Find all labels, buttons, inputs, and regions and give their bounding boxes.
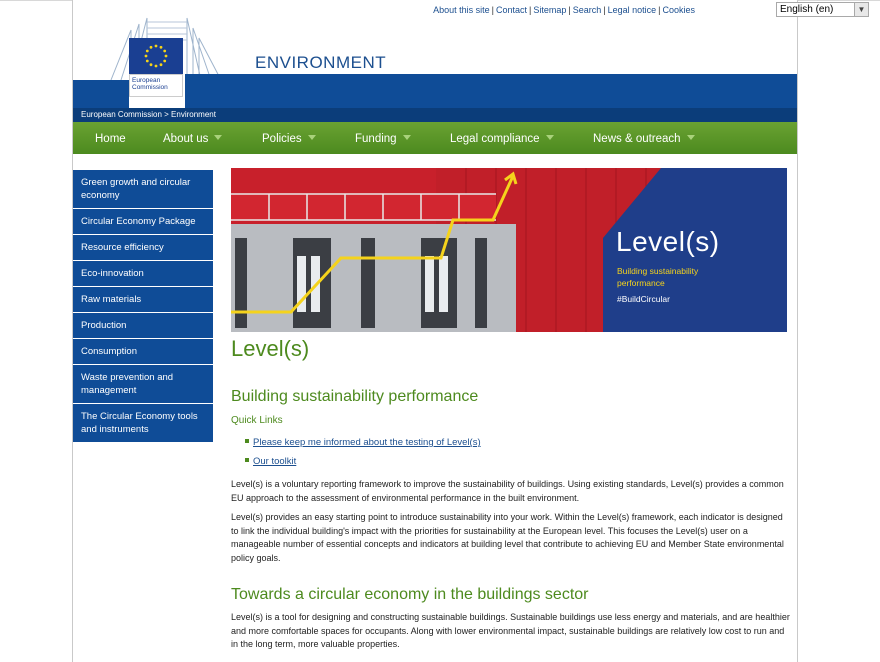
link-sitemap[interactable]: Sitemap — [533, 5, 567, 15]
link-legal-notice[interactable]: Legal notice — [607, 5, 657, 15]
chevron-down-icon: ▼ — [854, 3, 868, 16]
sidebar-item-production[interactable]: Production — [73, 313, 213, 339]
intro-paragraph: Level(s) is a voluntary reporting framework to improve the sustainability of buildings. Using existing standards, Level(s) provides a common EU approach to the assessment of environmental performance in the built environment. — [231, 479, 784, 503]
link-cookies[interactable]: Cookies — [662, 5, 695, 15]
page-title: Level(s) — [231, 336, 310, 361]
circular-economy-paragraph: Level(s) is a tool for designing and constructing sustainable buildings. Sustainable buildings use less energy and materials, and are healthier and more comfortable spaces for occupants. Along with lower environmental impact, sustainable buildings are relatively low cost to run and in the long term, more valuable properties. — [231, 612, 790, 649]
nav-home[interactable]: Home — [95, 133, 126, 145]
page-container — [72, 0, 866, 662]
nav-funding[interactable]: Funding — [355, 122, 411, 154]
sidebar-item-consumption[interactable]: Consumption — [73, 339, 213, 365]
section-circular-economy-title: Towards a circular economy in the buildings sector — [231, 586, 589, 603]
chevron-down-icon — [403, 135, 411, 140]
link-contact[interactable]: Contact — [495, 5, 527, 15]
chevron-down-icon — [546, 135, 554, 140]
language-value: English (en) — [780, 4, 834, 15]
sidebar-item-waste-prevention[interactable]: Waste prevention and management — [73, 365, 213, 404]
site-title: ENVIRONMENT — [255, 53, 387, 72]
link-search[interactable]: Search — [572, 5, 602, 15]
eu-flag-icon — [129, 38, 183, 74]
sidebar-item-raw-materials[interactable]: Raw materials — [73, 287, 213, 313]
framework-paragraph: Level(s) provides an easy starting point to introduce sustainability into your work. Within the Level(s) framework, each indicator is designed to link the individual building's impact with the priorities for sustainability at the European level. This focuses the Level(s) user on a manageable number of essential concepts and indicators at building level that contribute to achieving EU and Member State environmental policy goals. — [231, 512, 784, 563]
bullet-icon — [245, 458, 249, 462]
nav-legal-compliance[interactable]: Legal compliance — [450, 122, 554, 154]
breadcrumb[interactable]: European Commission > Environment — [73, 108, 797, 122]
hero-tagline: Building sustainability performance — [617, 266, 699, 288]
ec-logo-text: European Commission — [129, 74, 183, 97]
hero-hashtag: #BuildCircular — [617, 294, 670, 304]
header-band — [185, 74, 797, 108]
sidebar — [73, 170, 213, 443]
hero-banner — [231, 168, 787, 332]
quick-link-testing[interactable]: Please keep me informed about the testing of Level(s) — [245, 437, 481, 448]
nav-policies[interactable]: Policies — [262, 122, 316, 154]
sidebar-item-eco-innovation[interactable]: Eco-innovation — [73, 261, 213, 287]
language-select[interactable] — [776, 2, 869, 17]
sidebar-item-resource-efficiency[interactable]: Resource efficiency — [73, 235, 213, 261]
nav-news-outreach[interactable]: News & outreach — [593, 122, 695, 154]
quick-link-toolkit[interactable]: Our toolkit — [245, 456, 296, 467]
sidebar-item-circular-economy-package[interactable]: Circular Economy Package — [73, 209, 213, 235]
sidebar-item-tools-instruments[interactable]: The Circular Economy tools and instruments — [73, 404, 213, 443]
chevron-down-icon — [214, 135, 222, 140]
hero-title: Level(s) — [616, 226, 720, 257]
quick-links-title: Quick Links — [231, 415, 283, 426]
main-nav — [73, 122, 797, 154]
chevron-down-icon — [308, 135, 316, 140]
chevron-down-icon — [687, 135, 695, 140]
page-subtitle: Building sustainability performance — [231, 388, 479, 405]
bullet-icon — [245, 439, 249, 443]
header-band-left — [73, 80, 129, 108]
top-links: About this site | Contact | Sitemap | Search | Legal notice | Cookies — [433, 5, 695, 15]
link-about-site[interactable]: About this site — [433, 5, 490, 15]
sidebar-item-green-growth[interactable]: Green growth and circular economy — [73, 170, 213, 209]
nav-about-us[interactable]: About us — [163, 122, 222, 154]
